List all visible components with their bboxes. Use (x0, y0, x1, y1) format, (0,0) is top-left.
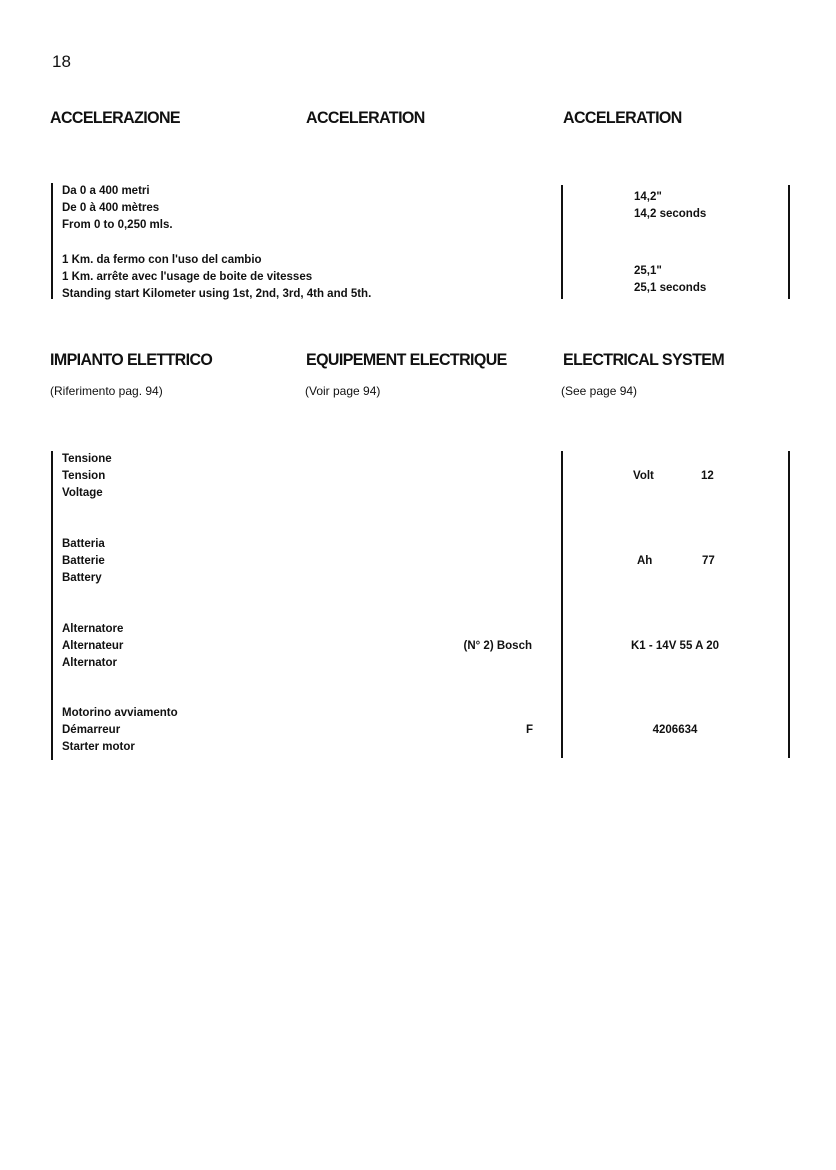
heading-acceleration-it: ACCELERAZIONE (50, 109, 180, 128)
starter-label-it: Motorino avviamento (62, 707, 178, 719)
voltage-unit: Volt (633, 470, 654, 482)
reference-en: (See page 94) (561, 384, 638, 398)
electrical-value-right-line (788, 451, 790, 758)
acceleration-row-1-en: From 0 to 0,250 mls. (62, 219, 173, 231)
starter-value: 4206634 (652, 724, 698, 736)
electrical-value-left-line (561, 451, 563, 758)
alternator-label-fr: Alternateur (62, 640, 124, 652)
alternator-label-en: Alternator (62, 657, 117, 669)
voltage-label-it: Tensione (62, 453, 112, 465)
voltage-value: 12 (701, 470, 714, 482)
acceleration-row-2 (62, 252, 371, 303)
electrical-item-battery (62, 536, 105, 587)
reference-fr: (Voir page 94) (305, 384, 381, 398)
electrical-item-starter (62, 705, 178, 756)
acceleration-row-1-it: Da 0 a 400 metri (62, 185, 150, 197)
battery-unit: Ah (637, 555, 653, 567)
alternator-maker: (N° 2) Bosch (463, 640, 532, 652)
voltage-label-fr: Tension (62, 470, 106, 482)
acceleration-value-1-seconds: 14,2 seconds (634, 208, 707, 220)
value-column-right-line (788, 185, 790, 299)
heading-electrical-en: ELECTRICAL SYSTEM (563, 351, 725, 370)
left-bracket-line (51, 183, 53, 299)
acceleration-value-2-seconds: 25,1 seconds (634, 282, 707, 294)
acceleration-row-2-it: 1 Km. da fermo con l'uso del cambio (62, 254, 262, 266)
acceleration-value-1 (634, 189, 706, 223)
alternator-label-it: Alternatore (62, 623, 124, 635)
page-number: 18 (52, 52, 71, 71)
heading-electrical-it: IMPIANTO ELETTRICO (50, 351, 213, 370)
starter-label-en: Starter motor (62, 741, 135, 753)
reference-it: (Riferimento pag. 94) (50, 384, 163, 398)
acceleration-value-2 (634, 263, 706, 297)
acceleration-row-1-fr: De 0 à 400 mètres (62, 202, 160, 214)
acceleration-row-1 (62, 183, 173, 234)
battery-label-it: Batteria (62, 538, 105, 550)
acceleration-value-1-time: 14,2" (634, 191, 662, 203)
heading-acceleration-en: ACCELERATION (563, 109, 682, 128)
heading-electrical-fr: EQUIPEMENT ELECTRIQUE (306, 351, 507, 370)
battery-value: 77 (702, 555, 715, 567)
electrical-item-alternator (62, 621, 123, 672)
acceleration-value-2-time: 25,1" (634, 265, 662, 277)
alternator-value: K1 - 14V 55 A 20 (630, 640, 719, 652)
value-column-left-line (561, 185, 563, 299)
voltage-label-en: Voltage (62, 487, 103, 499)
acceleration-row-2-fr: 1 Km. arrête avec l'usage de boite de vitesses (62, 271, 313, 283)
electrical-item-voltage (62, 451, 112, 502)
starter-label-fr: Démarreur (62, 724, 121, 736)
battery-label-en: Battery (62, 572, 102, 584)
heading-acceleration-fr: ACCELERATION (306, 109, 425, 128)
electrical-left-bracket-line (51, 451, 53, 760)
acceleration-row-2-en: Standing start Kilometer using 1st, 2nd, 3rd, 4th and 5th. (62, 288, 372, 300)
battery-label-fr: Batterie (62, 555, 105, 567)
starter-maker: F (525, 724, 533, 736)
